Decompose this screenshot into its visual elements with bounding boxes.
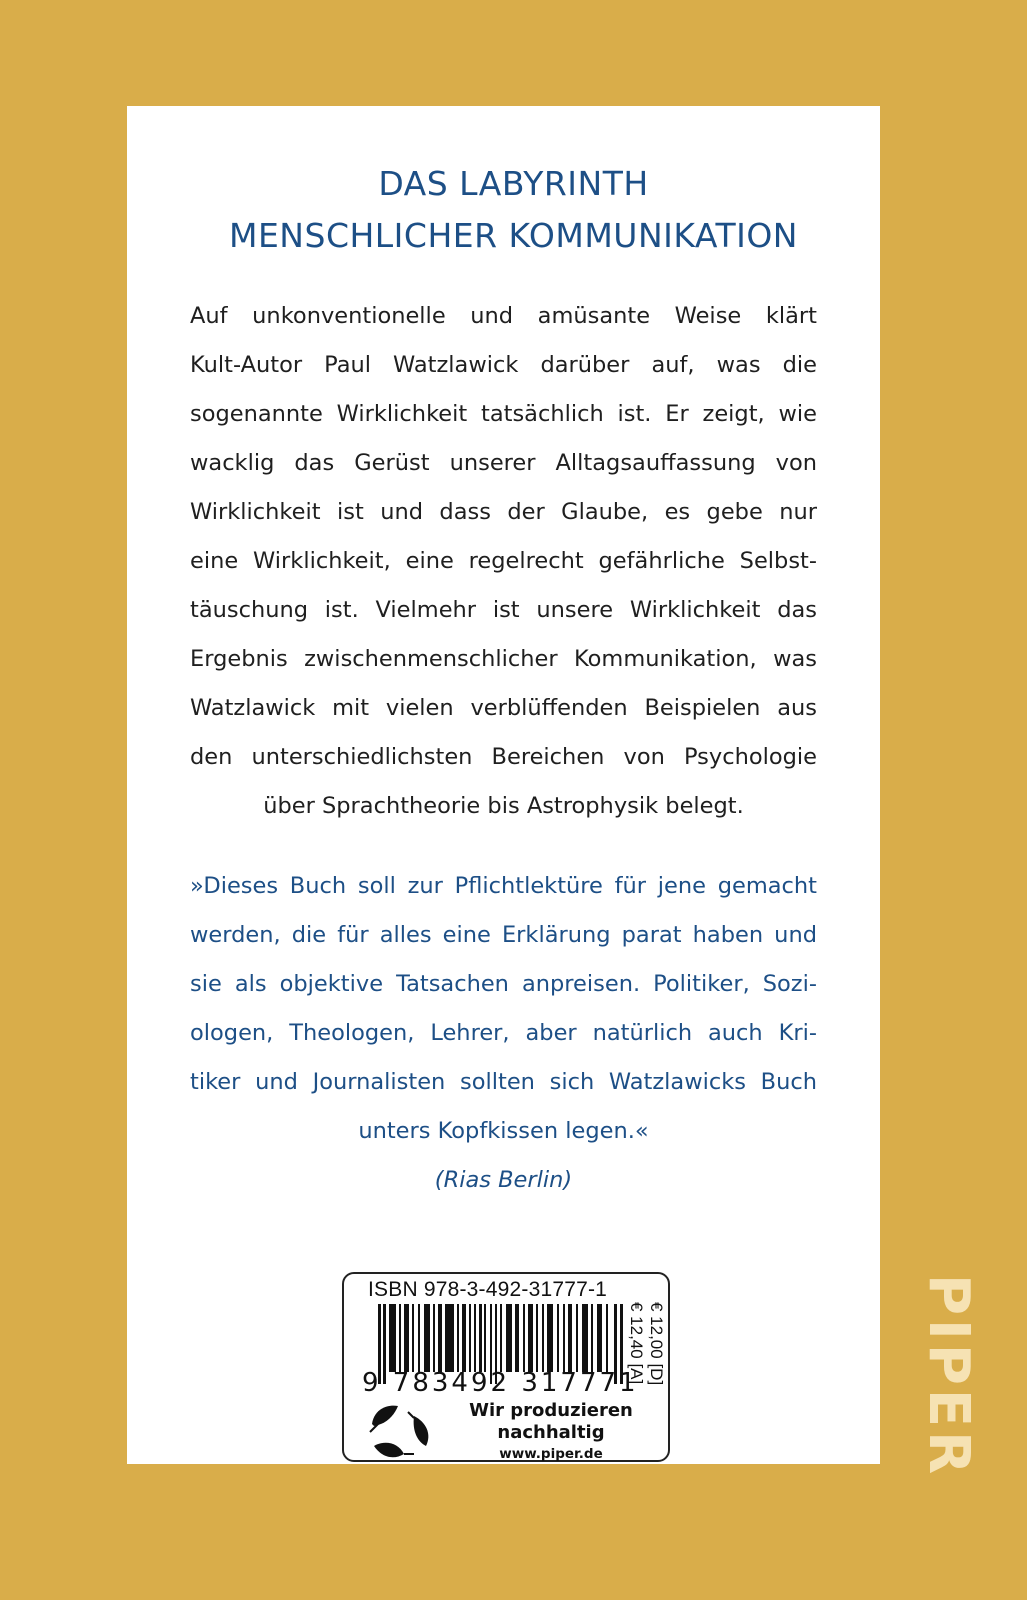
description-line: über Sprachtheorie bis Astrophysik belegt. — [263, 793, 744, 819]
description-line: Auf unkonventionelle und amüsante Weise klärt — [190, 303, 817, 329]
sustainability-note — [444, 1400, 658, 1464]
review-quote — [190, 862, 817, 1205]
description-line: wacklig das Gerüst unserer Alltagsauffassung von — [190, 450, 817, 476]
description-line: Ergebnis zwischenmenschlicher Kommunikation, was — [190, 646, 817, 672]
description-line: den unterschiedlichsten Bereichen von Psychologie — [190, 744, 817, 770]
description-line: eine Wirklichkeit, eine regelrecht gefährliche Selbst- — [190, 548, 817, 574]
ean-digits: 9 783492 317771 — [362, 1368, 639, 1398]
quote-line: ologen, Theologen, Lehrer, aber natürlich auch Kri- — [190, 1020, 817, 1046]
headline-line-1: DAS LABYRINTH — [378, 164, 649, 203]
publisher-logo: PIPER — [916, 1273, 981, 1479]
description-line: Watzlawick mit vielen verblüffenden Beispielen aus — [190, 695, 817, 721]
quote-attribution: (Rias Berlin) — [434, 1167, 573, 1193]
description-line: täuschung ist. Vielmehr ist unsere Wirklichkeit das — [190, 597, 817, 623]
book-description — [190, 292, 817, 831]
description-line: Kult-Autor Paul Watzlawick darüber auf, was die — [190, 352, 817, 378]
quote-line: werden, die für alles eine Erklärung parat haben und — [190, 922, 817, 948]
quote-line: unters Kopfkissen legen.« — [358, 1118, 649, 1144]
headline-line-2: MENSCHLICHER KOMMUNIKATION — [228, 216, 798, 255]
price-germany: € 12,00 [D] — [647, 1302, 666, 1386]
sustainability-line-2: nachhaltig — [497, 1422, 605, 1443]
quote-line: sie als objektive Tatsachen anpreisen. Politiker, Sozi- — [190, 971, 817, 997]
isbn-number: ISBN 978-3-492-31777-1 — [368, 1278, 608, 1301]
publisher-url: www.piper.de — [499, 1446, 603, 1462]
description-line: Wirklichkeit ist und dass der Glaube, es gebe nur — [190, 499, 817, 525]
barcode-label — [342, 1272, 670, 1462]
quote-line: tiker und Journalisten sollten sich Watzlawicks Buch — [190, 1069, 817, 1095]
headline — [0, 158, 1027, 262]
quote-line: »Dieses Buch soll zur Pflichtlektüre für jene gemacht — [190, 873, 817, 899]
description-line: sogenannte Wirklichkeit tatsächlich ist. Er zeigt, wie — [190, 401, 817, 427]
price-austria: € 12,40 [A] — [627, 1302, 646, 1385]
recycle-leaves-icon — [368, 1402, 436, 1466]
sustainability-line-1: Wir produzieren — [469, 1400, 633, 1421]
